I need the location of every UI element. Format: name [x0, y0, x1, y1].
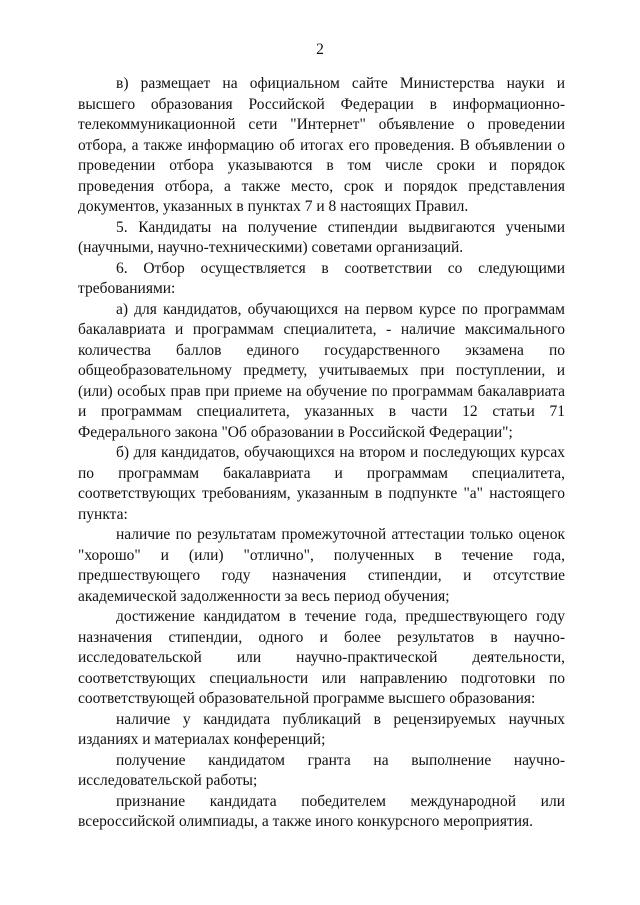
paragraph-item-a: а) для кандидатов, обучающихся на первом курсе по программам бакалавриата и программам специалитета, - наличие максимального количества баллов единого государственного экзамена по общеобразовательному предмету, учитываемых при поступлении, и (или) особых прав при приеме на обучение по программам бакалавриата и программам специалитета, указанных в части 12 статьи 71 Федерального закона "Об образовании в Российской Федерации";: [78, 300, 565, 441]
paragraph-point-5: 5. Кандидаты на получение стипендии выдвигаются учеными (научными, научно-техническими) советами организаций.: [78, 218, 565, 256]
paragraph-item-v: в) размещает на официальном сайте Министерства науки и высшего образования Российской Федерации в информационно-телекоммуникационной сети "Интернет" объявление о проведении отбора, а также информацию об итогах его проведения. В объявлении о проведении отбора указываются в том числе сроки и порядок проведения отбора, а также место, срок и порядок представления документов, указанных в пунктах 7 и 8 настоящих Правил.: [78, 75, 565, 215]
paragraph-publications: наличие у кандидата публикаций в рецензируемых научных изданиях и материалах конференций;: [78, 710, 565, 748]
paragraph-grades-requirement: наличие по результатам промежуточной аттестации только оценок "хорошо" и (или) "отлично", полученных в течение года, предшествующего году назначения стипендии, и отсутствие академической задолженности за весь период обучения;: [78, 526, 565, 605]
paragraph-point-6: 6. Отбор осуществляется в соответствии со следующими требованиями:: [78, 259, 565, 297]
paragraph-research-achievement: достижение кандидатом в течение года, предшествующего году назначения стипендии, одного и более результатов в научно-исследовательской или научно-практической деятельности, соответствующих специальности или направлению подготовки по соответствующей образовательной программе высшего образования:: [78, 608, 565, 707]
paragraph-olympiad: признание кандидата победителем международной или всероссийской олимпиады, а также иного конкурсного мероприятия.: [78, 792, 565, 830]
paragraph-item-b: б) для кандидатов, обучающихся на втором и последующих курсах по программам бакалавриата и программам специалитета, соответствующих требованиям, указанным в подпункте "а" настоящего пункта:: [78, 444, 565, 523]
document-body: [78, 74, 565, 833]
paragraph-grant: получение кандидатом гранта на выполнение научно-исследовательской работы;: [78, 751, 565, 789]
page-number: 2: [316, 41, 324, 58]
